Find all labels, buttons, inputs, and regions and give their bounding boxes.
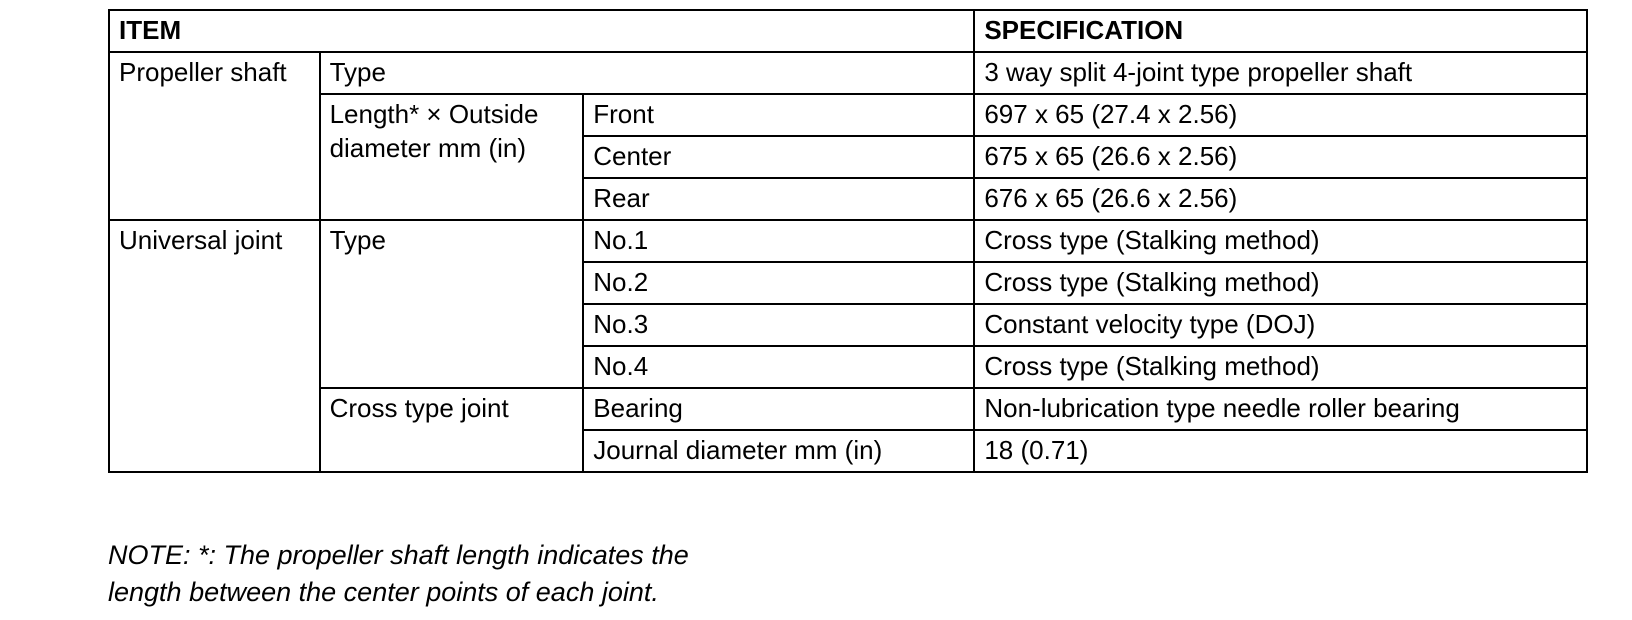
universal-joint-label: Universal joint — [109, 220, 320, 472]
joint-no4-value: Cross type (Stalking method) — [974, 346, 1587, 388]
journal-diameter-value: 18 (0.71) — [974, 430, 1587, 472]
joint-no4: No.4 — [583, 346, 974, 388]
position-rear: Rear — [583, 178, 974, 220]
front-dimension-value: 697 x 65 (27.4 x 2.56) — [974, 94, 1587, 136]
table-row — [109, 94, 1587, 136]
header-specification: SPECIFICATION — [974, 10, 1587, 52]
joint-no3: No.3 — [583, 304, 974, 346]
table-row — [109, 388, 1587, 430]
joint-type-label: Type — [320, 220, 584, 388]
table-row — [109, 52, 1587, 94]
table-note — [108, 537, 808, 611]
journal-diameter-label: Journal diameter mm (in) — [583, 430, 974, 472]
propeller-shaft-label: Propeller shaft — [109, 52, 320, 220]
length-diameter-label: Length* × Outside diameter mm (in) — [320, 94, 584, 220]
table-row — [109, 220, 1587, 262]
bearing-value: Non-lubrication type needle roller bearing — [974, 388, 1587, 430]
joint-no1: No.1 — [583, 220, 974, 262]
table-header-row — [109, 10, 1587, 52]
propeller-type-value: 3 way split 4-joint type propeller shaft — [974, 52, 1587, 94]
joint-no2: No.2 — [583, 262, 974, 304]
note-line-2: length between the center points of each joint. — [108, 577, 659, 607]
rear-dimension-value: 676 x 65 (26.6 x 2.56) — [974, 178, 1587, 220]
joint-no3-value: Constant velocity type (DOJ) — [974, 304, 1587, 346]
joint-no2-value: Cross type (Stalking method) — [974, 262, 1587, 304]
header-item: ITEM — [109, 10, 974, 52]
propeller-type-label: Type — [320, 52, 975, 94]
position-front: Front — [583, 94, 974, 136]
joint-no1-value: Cross type (Stalking method) — [974, 220, 1587, 262]
center-dimension-value: 675 x 65 (26.6 x 2.56) — [974, 136, 1587, 178]
specification-table — [108, 9, 1588, 473]
position-center: Center — [583, 136, 974, 178]
cross-type-joint-label: Cross type joint — [320, 388, 584, 472]
bearing-label: Bearing — [583, 388, 974, 430]
note-line-1: NOTE: *: The propeller shaft length indicates the — [108, 540, 689, 570]
